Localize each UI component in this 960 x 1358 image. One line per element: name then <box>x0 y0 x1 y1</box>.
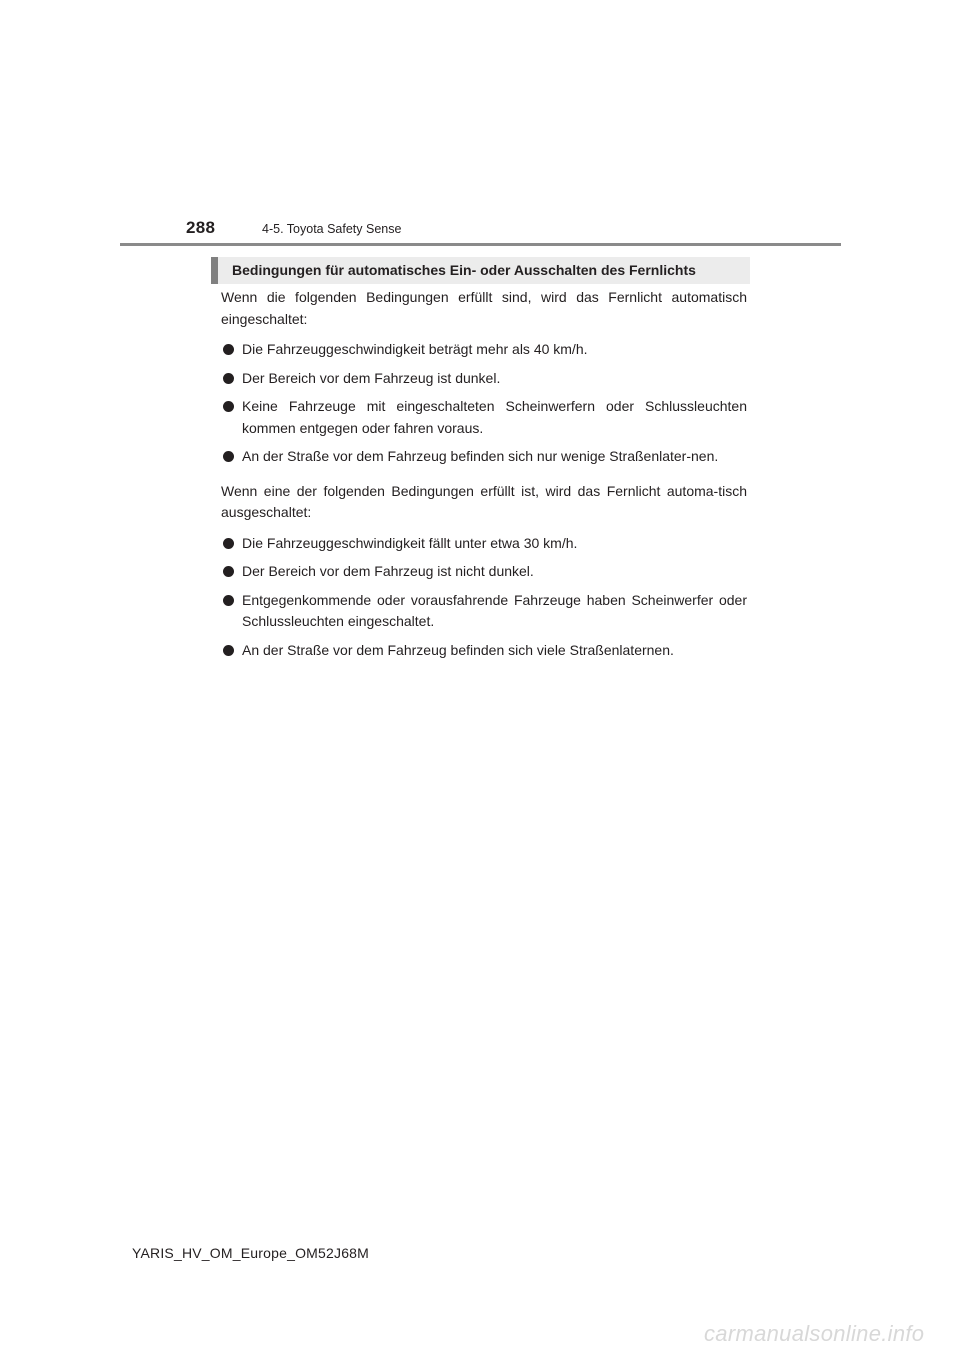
bullet-icon <box>223 344 234 355</box>
header-divider <box>120 243 841 246</box>
watermark: carmanualsonline.info <box>704 1321 925 1346</box>
list-item <box>221 533 747 555</box>
bullet-icon <box>223 401 234 412</box>
list-item-text: Keine Fahrzeuge mit eingeschalteten Scheinwerfern oder Schlussleuchten kommen entgegen oder fahren voraus. <box>242 398 747 436</box>
list-item <box>221 339 747 361</box>
bullet-icon <box>223 373 234 384</box>
list-item <box>221 590 747 633</box>
document-code: YARIS_HV_OM_Europe_OM52J68M <box>132 1245 370 1261</box>
list-item-text: Die Fahrzeuggeschwindigkeit fällt unter etwa 30 km/h. <box>242 534 578 551</box>
list-item <box>221 446 747 468</box>
switch-off-intro: Wenn eine der folgenden Bedingungen erfüllt ist, wird das Fernlicht automa-tisch ausgeschaltet: <box>221 482 747 520</box>
body-content <box>221 287 747 661</box>
list-item <box>221 368 747 390</box>
list-item <box>221 396 747 439</box>
bullet-icon <box>223 451 234 462</box>
bullet-icon <box>223 566 234 577</box>
switch-on-intro: Wenn die folgenden Bedingungen erfüllt sind, wird das Fernlicht automatisch eingeschaltet: <box>221 289 747 327</box>
list-item-text: Der Bereich vor dem Fahrzeug ist dunkel. <box>242 369 501 386</box>
list-item <box>221 561 747 583</box>
bullet-icon <box>223 645 234 656</box>
page-number: 288 <box>186 218 216 237</box>
list-item-text: An der Straße vor dem Fahrzeug befinden sich nur wenige Straßenlater-nen. <box>242 448 719 464</box>
list-item-text: Entgegenkommende oder vorausfahrende Fahrzeuge haben Scheinwerfer oder Schlussleuchten eingeschaltet. <box>242 591 747 629</box>
list-item <box>221 640 747 662</box>
subheading-box <box>211 257 750 284</box>
bullet-icon <box>223 538 234 549</box>
list-item-text: An der Straße vor dem Fahrzeug befinden sich viele Straßenlaternen. <box>242 641 674 658</box>
list-item-text: Die Fahrzeuggeschwindigkeit beträgt mehr als 40 km/h. <box>242 341 588 357</box>
list-item-text: Der Bereich vor dem Fahrzeug ist nicht dunkel. <box>242 563 534 579</box>
section-title: 4-5. Toyota Safety Sense <box>262 222 402 236</box>
bullet-icon <box>223 595 234 606</box>
subheading-title: Bedingungen für automatisches Ein- oder Ausschalten des Fernlichts <box>232 262 696 278</box>
